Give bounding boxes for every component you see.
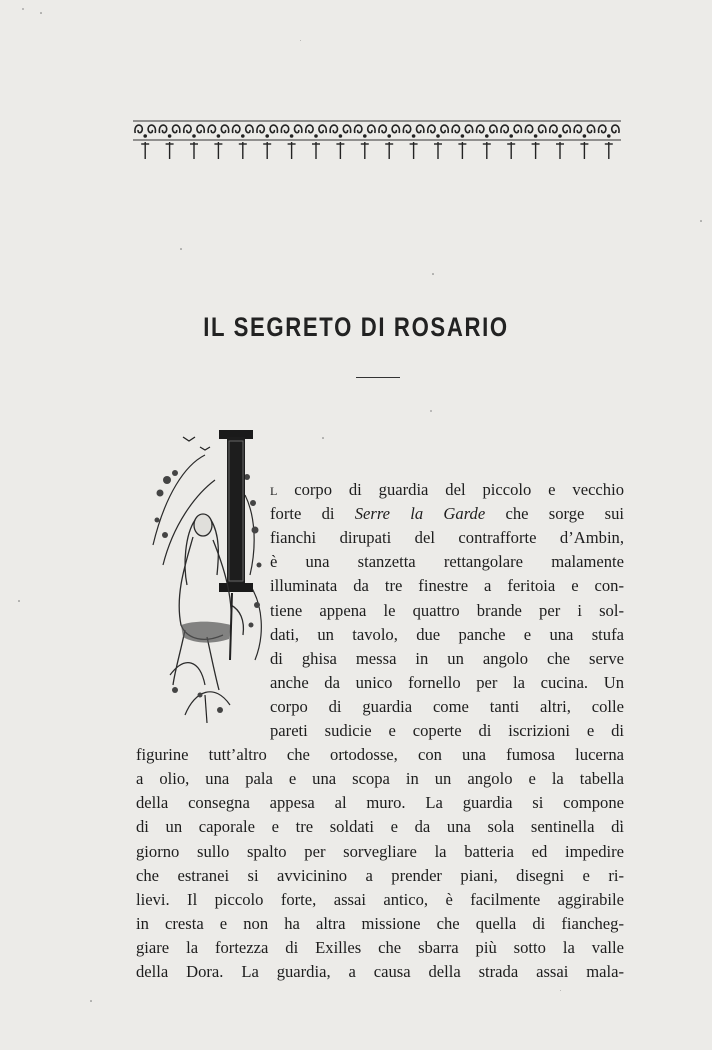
- text-segment: è una stanzetta rettangolare malamente: [270, 552, 624, 572]
- ornament-motif: [355, 125, 376, 159]
- text-segment: che sorge sui: [485, 504, 624, 524]
- text-line: [136, 815, 624, 839]
- paper-speck: [90, 1000, 92, 1002]
- text-line: [270, 599, 624, 623]
- paper-speck: [18, 600, 20, 602]
- paper-speck: [322, 437, 324, 439]
- paper-speck: [40, 12, 42, 14]
- text-segment: a olio, una pala e una scopa in un angolo e la tabella: [136, 769, 624, 789]
- text-segment: giorno sullo spalto per sorvegliare la batteria ed impedire: [136, 841, 624, 861]
- ornament-motif: [184, 125, 205, 159]
- paper-speck: [432, 273, 434, 275]
- text-line: [136, 936, 624, 960]
- text-line: [270, 695, 624, 719]
- paper-speck: [22, 8, 24, 10]
- ornament-motif: [379, 125, 400, 159]
- text-line: [136, 743, 624, 767]
- ornament-motif: [306, 125, 327, 159]
- text-segment: di ghisa messa in un angolo che serve: [270, 648, 624, 668]
- text-segment: tiene appena le quattro brande per i sol-: [270, 600, 624, 620]
- text-segment: dati, un tavolo, due panche e una stufa: [270, 624, 624, 644]
- text-line: [270, 502, 624, 526]
- ornament-motif: [135, 125, 156, 159]
- ornament-motif: [452, 125, 473, 159]
- text-line: [270, 647, 624, 671]
- ornament-motif: [550, 125, 571, 159]
- text-line: [270, 574, 624, 598]
- paper-speck: [430, 410, 432, 412]
- title-rule: [356, 377, 400, 378]
- text-line: [136, 960, 624, 984]
- text-segment: in cresta e non ha altra missione che quella di fiancheg-: [136, 913, 624, 933]
- ornament-motif: [599, 125, 620, 159]
- text-segment: corpo di guardia del piccolo e vecchio: [277, 480, 624, 499]
- text-segment: giare la fortezza di Exilles che sbarra più sotto la valle: [136, 937, 624, 957]
- text-segment: illuminata da tre finestre a feritoia e con-: [270, 576, 624, 596]
- paper-speck: [560, 990, 561, 991]
- text-line: [270, 550, 624, 574]
- drop-cap-letter: [219, 430, 253, 592]
- text-line: [136, 888, 624, 912]
- illustrated-drop-cap: [145, 425, 270, 725]
- ornament-motif: [330, 125, 351, 159]
- paper-speck: [300, 40, 301, 41]
- text-line: [136, 912, 624, 936]
- text-line: [136, 767, 624, 791]
- ornament-motif: [257, 125, 278, 159]
- text-line: [270, 478, 624, 502]
- text-line: [270, 719, 624, 743]
- text-segment: forte di: [270, 504, 355, 524]
- paper-speck: [700, 220, 702, 222]
- paper-speck: [180, 248, 182, 250]
- text-segment: fianchi dirupati del contrafforte d’Ambin,: [270, 528, 624, 548]
- ornament-motif: [477, 125, 498, 159]
- text-segment: anche da unico fornello per la cucina. Un: [270, 672, 624, 692]
- text-segment: della Dora. La guardia, a causa della strada assai mala-: [136, 962, 624, 981]
- text-segment: che estranei si avvicinino a prender piani, disegni e ri-: [136, 865, 624, 885]
- ornamental-header-band: [133, 119, 621, 164]
- text-segment: della consegna appesa al muro. La guardia si compone: [136, 793, 624, 813]
- ornament-motif: [574, 125, 595, 159]
- text-line: [136, 864, 624, 888]
- text-line: [270, 526, 624, 550]
- text-segment: figurine tutt’altro che ortodosse, con una fumosa lucerna: [136, 745, 624, 765]
- text-segment: di un caporale e tre soldati e da una sola sentinella di: [136, 817, 624, 837]
- ornament-motif: [501, 125, 522, 159]
- italic-text: Serre la Garde: [354, 504, 486, 524]
- text-segment: corpo di guardia come tanti altri, colle: [270, 696, 624, 716]
- ornament-motif: [208, 125, 229, 159]
- ornament-motif: [233, 125, 254, 159]
- text-line: [136, 791, 624, 815]
- ornament-motif: [428, 125, 449, 159]
- ornament-motif: [159, 125, 180, 159]
- small-cap-text: L: [270, 484, 278, 498]
- text-segment: lievi. Il piccolo forte, assai antico, è facilmente aggirabile: [136, 889, 624, 909]
- ornament-motif: [281, 125, 302, 159]
- text-line: [270, 671, 624, 695]
- text-segment: pareti sudicie e coperte di iscrizioni e di: [270, 721, 624, 740]
- text-line: [136, 840, 624, 864]
- ornament-motif: [403, 125, 424, 159]
- text-line: [270, 623, 624, 647]
- story-title: IL SEGRETO DI ROSARIO: [203, 312, 509, 342]
- ornament-motif: [525, 125, 546, 159]
